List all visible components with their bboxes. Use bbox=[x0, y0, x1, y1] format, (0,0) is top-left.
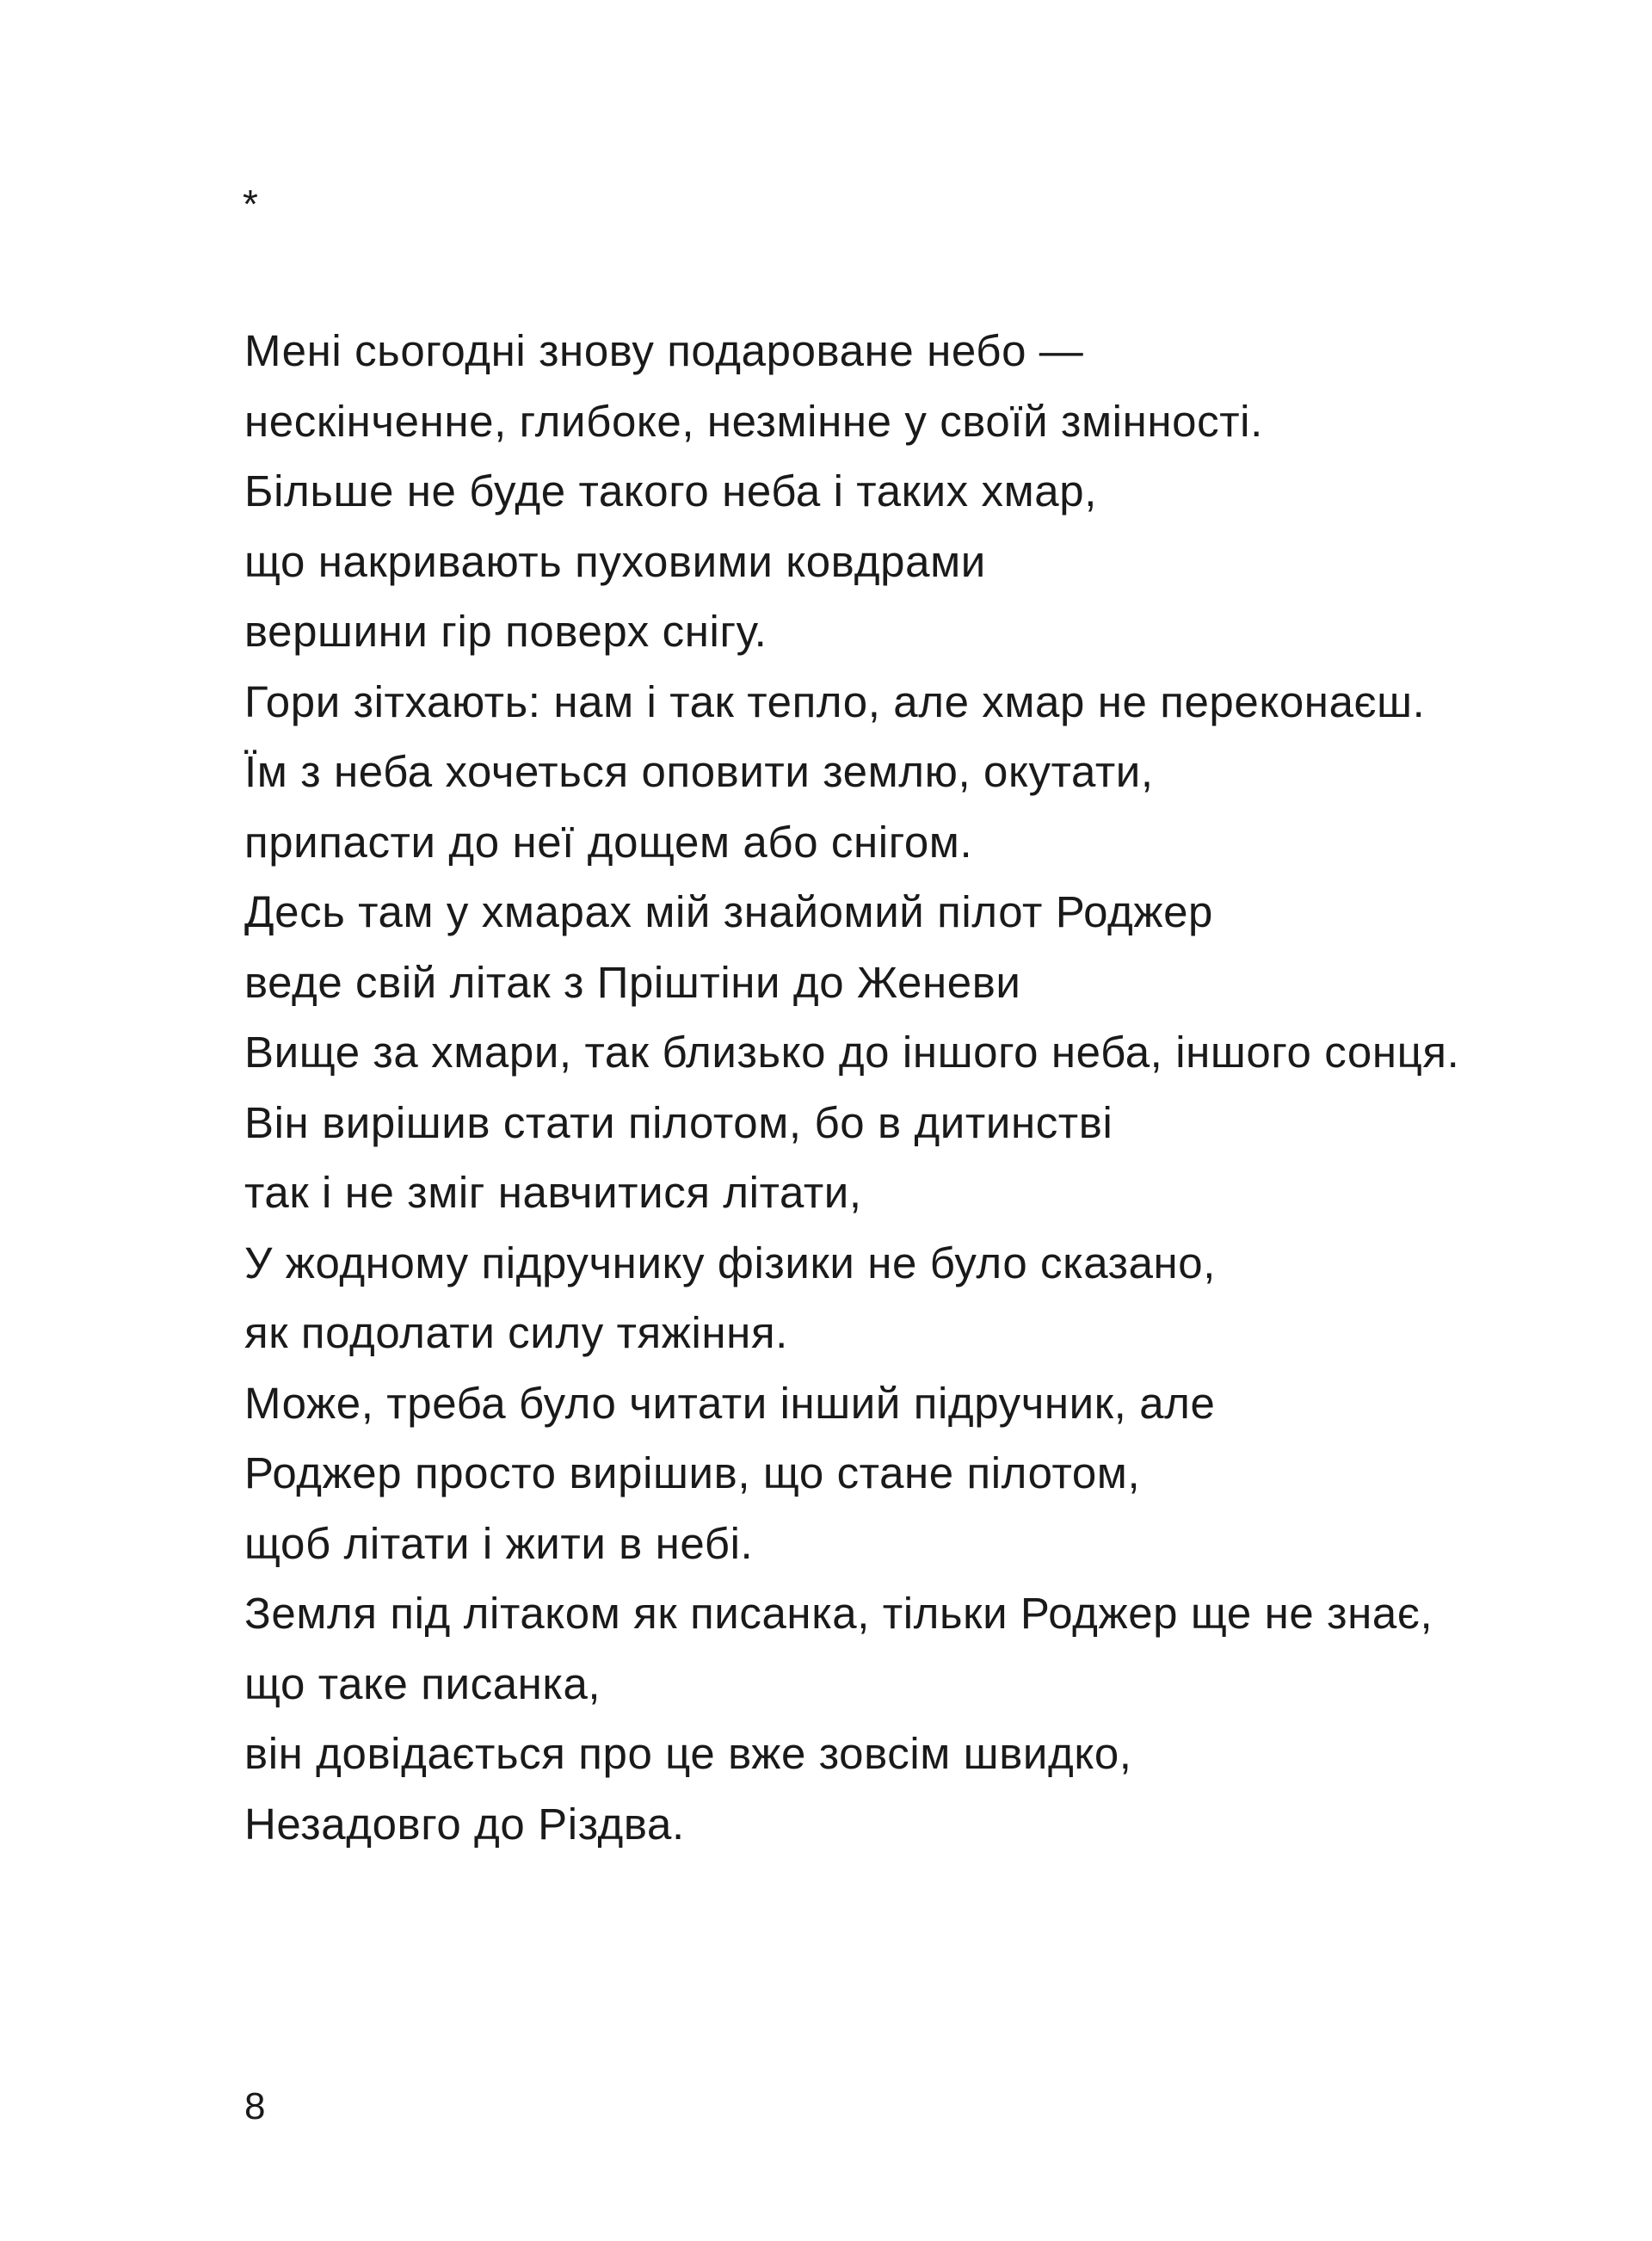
poem-line: припасти до неї дощем або снігом. bbox=[244, 817, 973, 867]
poem-line: У жодному підручнику фізики не було сказано, bbox=[244, 1238, 1217, 1287]
page-number: 8 bbox=[244, 2085, 266, 2127]
poem-line: так і не зміг навчитися літати, bbox=[244, 1168, 862, 1217]
poem-line: Гори зітхають: нам і так тепло, але хмар не переконаєш. bbox=[244, 676, 1426, 726]
poem-line: Роджер просто вирішив, що стане пілотом, bbox=[244, 1448, 1141, 1497]
poem-line: він довідається про це вже зовсім швидко, bbox=[244, 1729, 1132, 1778]
poem-line: Більше не буде такого неба і таких хмар, bbox=[244, 466, 1097, 515]
poem-line: вершини гір поверх снігу. bbox=[244, 607, 767, 656]
poem-line: Земля під літаком як писанка, тільки Роджер ще не знає, bbox=[244, 1589, 1433, 1638]
poem-line: Він вирішив стати пілотом, бо в дитинстві bbox=[244, 1097, 1113, 1147]
poem-line: Їм з неба хочеться оповити землю, окутати, bbox=[244, 747, 1154, 796]
section-mark: * bbox=[243, 182, 258, 226]
poem-line: як подолати силу тяжіння. bbox=[244, 1308, 788, 1357]
poem-line: що таке писанка, bbox=[244, 1658, 601, 1708]
poem-line: нескінченне, глибоке, незмінне у своїй змінності. bbox=[244, 396, 1263, 446]
poem-line: що накривають пуховими ковдрами bbox=[244, 536, 986, 586]
poem-line: Десь там у хмарах мій знайомий пілот Роджер bbox=[244, 887, 1214, 936]
poem-line: Мені сьогодні знову подароване небо — bbox=[244, 326, 1084, 375]
poem-line: щоб літати і жити в небі. bbox=[244, 1518, 754, 1568]
poem-line: Може, треба було читати інший підручник, але bbox=[244, 1378, 1216, 1428]
poem-line: Незадовго до Різдва. bbox=[244, 1799, 685, 1849]
poem-line: Вище за хмари, так близько до іншого неба, іншого сонця. bbox=[244, 1028, 1460, 1077]
poem-text bbox=[244, 316, 1459, 1859]
poem-line: веде свій літак з Пріштіни до Женеви bbox=[244, 957, 1021, 1007]
